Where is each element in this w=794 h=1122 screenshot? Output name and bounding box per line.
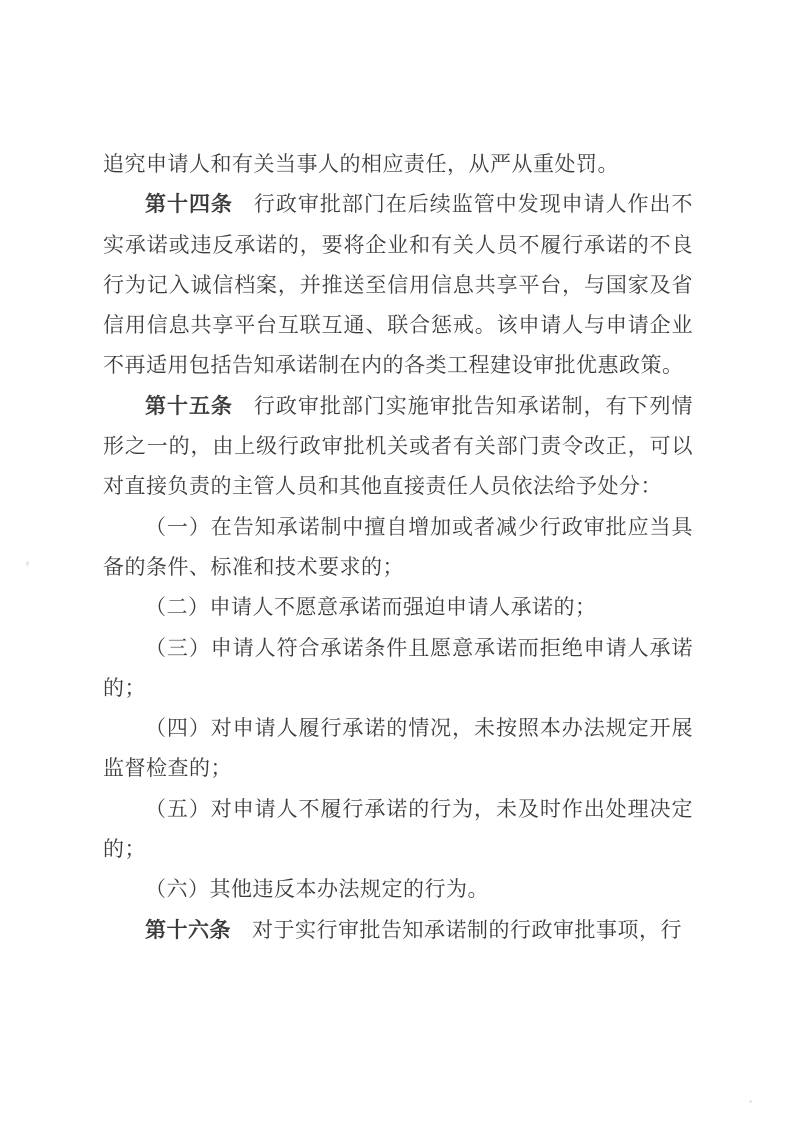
- paragraph-text: 行政审批部门在后续监管中发现申请人作出不实承诺或违反承诺的，要将企业和有关人员不履行承诺的不良行为记入诚信档案，并推送至信用信息共享平台，与国家及省信用信息共享平台互联互通、联合惩戒。该申请人与申请企业不再适用包括告知承诺制在内的各类工程建设审批优惠政策。: [103, 192, 694, 378]
- paragraph-text: （四）对申请人履行承诺的情况，未按照本办法规定开展监督检查的；: [103, 716, 693, 781]
- paragraph-item-3: [103, 628, 693, 709]
- paragraph-text: （一）在告知承诺制中擅自增加或者减少行政审批应当具备的条件、标准和技术要求的；: [103, 514, 693, 579]
- paragraph-item-5: [103, 789, 693, 870]
- paragraph-article-15: [103, 386, 693, 507]
- article-number: 第十五条: [145, 393, 233, 418]
- scan-speckle: [749, 1100, 752, 1103]
- paragraph-text: 追究申请人和有关当事人的相应责任，从严从重处罚。: [103, 152, 619, 176]
- paragraph-text: （六）其他违反本办法规定的行为。: [145, 877, 489, 902]
- article-number: 第十四条: [145, 192, 233, 217]
- paragraph-item-4: [103, 708, 693, 789]
- paragraph-text: （五）对申请人不履行承诺的行为，未及时作出处理决定的；: [103, 796, 693, 862]
- paragraph-item-6: [103, 869, 693, 909]
- paragraph-text: 行政审批部门实施审批告知承诺制，有下列情形之一的，由上级行政审批机关或者有关部门责令改正，可以对直接负责的主管人员和其他直接责任人员依法给予处分：: [103, 393, 694, 499]
- paragraph: [103, 144, 693, 184]
- paragraph-item-1: [103, 507, 693, 588]
- paragraph-text: （二）申请人不愿意承诺而强迫申请人承诺的；: [145, 595, 597, 620]
- paragraph-article-16: [103, 910, 693, 950]
- paragraph-item-2: [103, 587, 693, 627]
- paragraph-text: （三）申请人符合承诺条件且愿意承诺而拒绝申请人承诺的；: [103, 635, 693, 700]
- paragraph-article-14: [103, 184, 693, 385]
- article-number: 第十六条: [145, 917, 231, 942]
- scan-speckle: [26, 561, 29, 566]
- paragraph-text: 对于实行审批告知承诺制的行政审批事项，行: [252, 917, 682, 942]
- document-body: [103, 144, 693, 950]
